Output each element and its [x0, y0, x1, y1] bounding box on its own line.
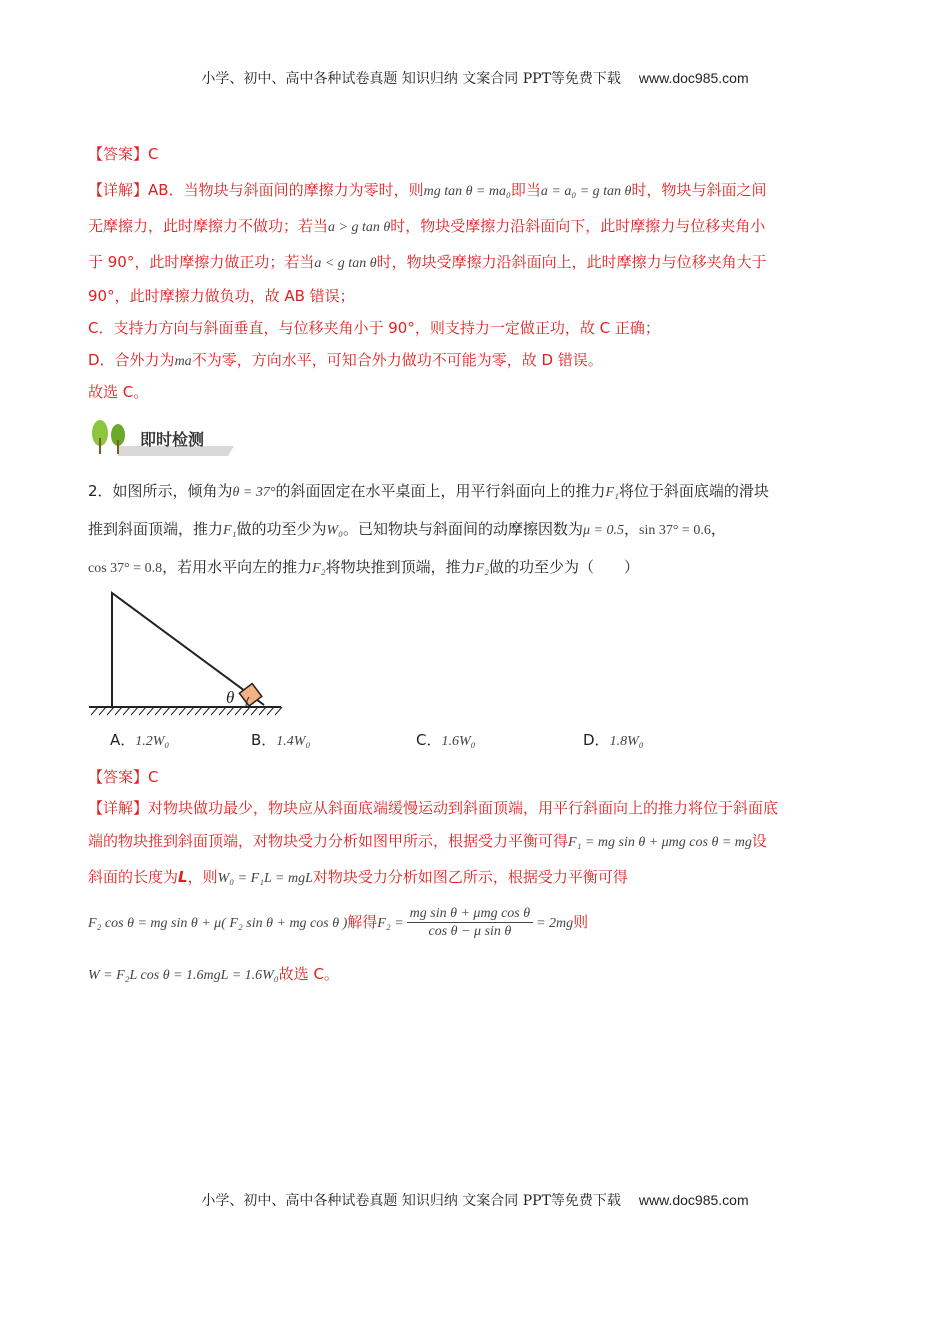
header-text: 小学、初中、高中各种试卷真题 知识归纳 文案合同 PPT等免费下载: [201, 71, 621, 87]
option-letter: D．: [583, 731, 610, 749]
fraction: [407, 905, 533, 940]
math: cos 37° = 0.8: [88, 561, 163, 576]
fraction-denominator: cos θ − μ sin θ: [428, 924, 512, 939]
q1-detail-line-4: 90°，此时摩擦力做负功，故 AB 错误；: [88, 287, 355, 305]
math: F₁: [605, 485, 619, 500]
option-value: 1.8W₀: [609, 734, 644, 749]
q2-line-3: [88, 557, 639, 579]
text: 将位于斜面底端的滑块: [618, 482, 769, 500]
math: a < g tan θ: [314, 256, 377, 271]
text: AB．当物块与斜面间的摩擦力为零时，则: [148, 181, 424, 199]
text: 推到斜面顶端，推力: [88, 520, 224, 538]
section-banner: [88, 416, 234, 458]
header-url[interactable]: www.doc985.com: [638, 70, 749, 86]
text: 。已知物块与斜面间的动摩擦因数为: [342, 520, 583, 538]
text: 设: [751, 832, 767, 850]
text: 即当: [510, 181, 541, 199]
q1-detail-line-6: [88, 350, 603, 372]
theta-label: θ: [226, 688, 235, 707]
option-letter: C．: [416, 731, 442, 749]
text: 无摩擦力，此时摩擦力不做功；若当: [88, 217, 329, 235]
incline-triangle: [112, 593, 264, 707]
math: a > g tan θ: [328, 220, 391, 235]
text: ，: [623, 520, 639, 538]
text: 将物块推到顶端，推力: [325, 558, 476, 576]
text: ，若用水平向左的推力: [162, 558, 313, 576]
q2-answer-line: [88, 767, 159, 787]
detail-label: 【详解】: [88, 799, 149, 817]
answer-label: 【答案】: [88, 768, 149, 786]
q1-answer-line: [88, 144, 159, 164]
text: 故选 C。: [278, 965, 339, 983]
var-L: L: [178, 868, 188, 886]
q1-detail-line-2: [88, 216, 765, 238]
page-footer: [0, 1190, 950, 1210]
math: F₁ = mg sin θ + μmg cos θ = mg: [568, 835, 752, 850]
math: mg tan θ = ma₀: [423, 184, 511, 199]
math: sin 37° = 0.6: [639, 523, 711, 538]
detail-label: 【详解】: [88, 181, 149, 199]
text: ，: [710, 520, 726, 538]
q2-detail-line-2: [88, 831, 767, 853]
footer-text: 小学、初中、高中各种试卷真题 知识归纳 文案合同 PPT等免费下载: [201, 1193, 621, 1209]
q2-detail-line-4: [88, 904, 588, 942]
text: 做的功至少为: [236, 520, 327, 538]
option-value: 1.6W₀: [441, 734, 476, 749]
option-d[interactable]: [583, 729, 644, 750]
text: 时，物块受摩擦力沿斜面向下，此时摩擦力与位移夹角小: [390, 217, 766, 235]
math: F₂ =: [377, 916, 404, 931]
text: 则: [573, 913, 589, 931]
math: W₀: [326, 523, 343, 538]
q2-detail-line-1: [88, 798, 778, 818]
math: = 2mg: [536, 916, 574, 931]
text: 解得: [347, 913, 378, 931]
option-c[interactable]: [416, 729, 476, 750]
q1-detail-line-7: 故选 C。: [88, 383, 149, 401]
text: 端的物块推到斜面顶端，对物块受力分析如图甲所示，根据受力平衡可得: [88, 832, 569, 850]
q2-detail-line-3: [88, 867, 628, 889]
q2-detail-line-5: [88, 964, 339, 986]
text: 对物块受力分析如图乙所示，根据受力平衡可得: [312, 868, 628, 886]
fraction-numerator: mg sin θ + μmg cos θ: [407, 905, 533, 923]
incline-figure: [86, 590, 286, 720]
text: 时，物块受摩擦力沿斜面向上，此时摩擦力与位移夹角大于: [376, 253, 767, 271]
text: 的斜面固定在水平桌面上，用平行斜面向上的推力: [275, 482, 606, 500]
section-title: 即时检测: [140, 430, 205, 449]
math: ma: [174, 354, 192, 369]
block: [239, 684, 261, 706]
text: 于 90°，此时摩擦力做正功；若当: [88, 253, 315, 271]
option-a[interactable]: [110, 729, 169, 750]
math: θ = 37°: [232, 485, 276, 500]
answer-label: 【答案】: [88, 145, 149, 163]
math: W = F₂L cos θ = 1.6mgL = 1.6W₀: [88, 968, 279, 983]
math: F₂: [312, 561, 326, 576]
answer-value: C: [148, 768, 159, 786]
math: a = a₀ = g tan θ: [540, 184, 632, 199]
math: W₀ = F₁L = mgL: [217, 871, 313, 886]
answer-value: C: [148, 145, 159, 163]
option-value: 1.2W₀: [135, 734, 170, 749]
q2-line-2: [88, 519, 726, 541]
q1-detail-line-3: [88, 252, 767, 274]
math: F₂: [475, 561, 490, 576]
math: μ = 0.5: [583, 523, 624, 538]
option-letter: A．: [110, 731, 136, 749]
option-b[interactable]: [251, 729, 310, 750]
math: F₂ cos θ = mg sin θ + μ( F₂ sin θ + mg cos θ ): [88, 916, 348, 931]
option-value: 1.4W₀: [276, 734, 311, 749]
q1-detail-line-1: [88, 180, 766, 202]
ground-hatch: [91, 707, 282, 715]
text: 时，物块与斜面之间: [631, 181, 767, 199]
q1-detail-line-5: C．支持力方向与斜面垂直，与位移夹角小于 90°，则支持力一定做正功，故 C 正确；: [88, 319, 660, 337]
text: 不为零，方向水平，可知合外力做功不可能为零，故 D 错误。: [191, 351, 603, 369]
text: 斜面的长度为: [88, 868, 179, 886]
math: F₁: [223, 523, 237, 538]
text: 对物块做功最少，物块应从斜面底端缓慢运动到斜面顶端，用平行斜面向上的推力将位于斜面底: [148, 799, 779, 817]
footer-url[interactable]: www.doc985.com: [638, 1192, 749, 1208]
text: 做的功至少为（ ）: [489, 558, 640, 576]
q2-line-1: [88, 481, 769, 503]
text: 2．如图所示，倾角为: [88, 482, 233, 500]
page-header: [0, 68, 950, 88]
text: D．合外力为: [88, 351, 175, 369]
option-letter: B．: [251, 731, 277, 749]
text: ，则: [187, 868, 218, 886]
